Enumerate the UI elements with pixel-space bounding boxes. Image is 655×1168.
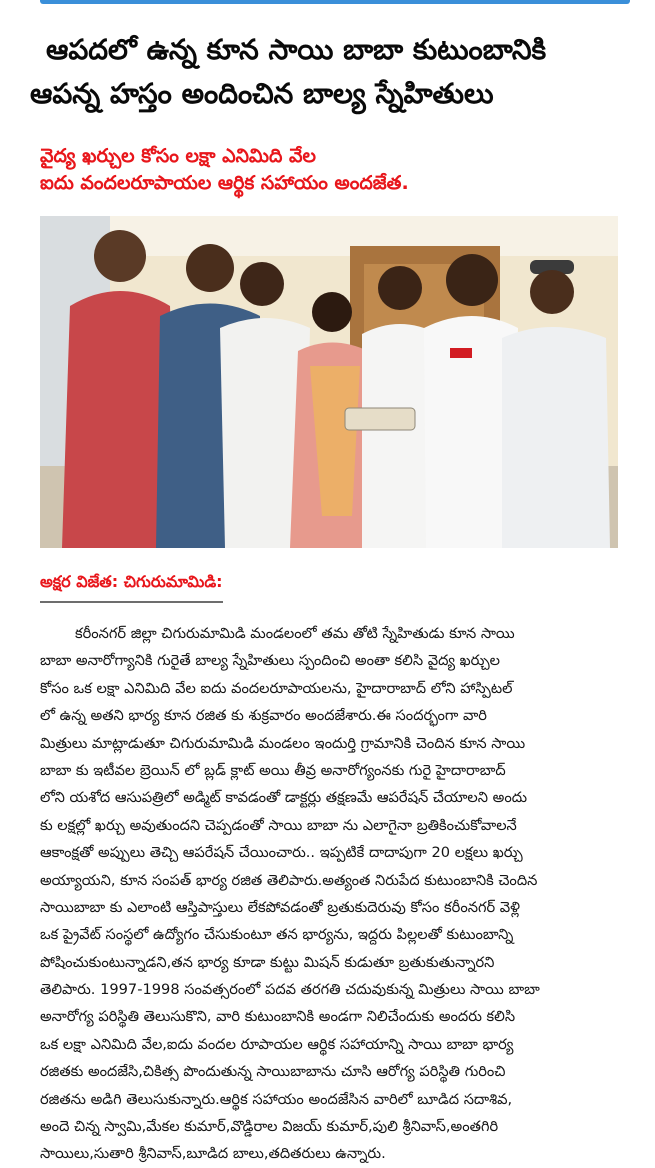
article-line: అనారోగ్య పరిస్థితి తెలుసుకొని, వారి కుటుంబానికి అండగా నిలిచేందుకు అందరు కలిసి bbox=[40, 1008, 516, 1026]
subheadline bbox=[40, 143, 630, 197]
article-line: సాయిలు,సుతారి శ్రీనివాస్,బూడిద బాలు,తదితరులు ఉన్నారు. bbox=[40, 1145, 386, 1163]
article-line: బాబా అనారోగ్యానికి గురైతే బాల్య స్నేహితులు స్పందించి అంతా కలిసి వైద్య ఖర్చుల bbox=[40, 652, 501, 670]
headline-line-1: ఆపదలో ఉన్న కూన సాయి బాబా కుటుంబానికి bbox=[46, 33, 547, 66]
article-line: కు లక్షల్లో ఖర్చు అవుతుందని చెప్పడంతో సాయి బాబా ను ఎలాగైనా బ్రతికించుకోవాలనే bbox=[40, 816, 517, 834]
article-line: రజితకు అందజేసి,చికిత్స పొందుతున్న సాయిబాబాను చూసి ఆరోగ్య పరిస్థితి గురించి bbox=[40, 1063, 506, 1081]
headline bbox=[30, 28, 630, 116]
article-line: కోసం ఒక లక్షా ఎనిమిది వేల ఐదు వందలరూపాయలను, హైదారాబాద్ లోని హాస్పిటల్ bbox=[40, 679, 513, 697]
article-line: లో ఉన్న అతని భార్య కూన రజిత కు శుక్రవారం అందజేశారు.ఈ సందర్భంగా వారి bbox=[40, 707, 487, 725]
subheadline-line-2: ఐదు వందలరూపాయల ఆర్థిక సహాయం అందజేత. bbox=[40, 172, 409, 194]
subheadline-line-1: వైద్య ఖర్చుల కోసం లక్షా ఎనిమిది వేల bbox=[40, 145, 317, 167]
article-line: మిత్రులు మాట్లాడుతూ చిగురుమామిడి మండలం ఇందుర్తి గ్రామానికి చెందిన కూన సాయి bbox=[40, 734, 526, 752]
article-line: అందె చిన్న స్వామి,మేకల కుమార్,వొడ్డిరాల విజయ్ కుమార్,పులి శ్రీనివాస్,అంతగిరి bbox=[40, 1118, 499, 1136]
article-line: బాబా కు ఇటీవల బ్రెయిన్ లో బ్లడ్ క్లాట్ అయి తీవ్ర అనారోగ్యంనకు గురై హైదారాబాద్ bbox=[40, 761, 506, 779]
article-line: కరీంనగర్ జిల్లా చిగురుమామిడి మండలంలో తమ తోటి స్నేహితుడు కూన సాయి bbox=[75, 625, 515, 642]
group-photo-icon bbox=[40, 216, 618, 548]
article-line: లోని యశోద ఆసుపత్రిలో అడ్మిట్ కావడంతో డాక్టర్లు తక్షణమే ఆపరేషన్ చేయాలని అందు bbox=[40, 789, 528, 807]
article-line: పోషించుకుంటున్నాడని,తన భార్య కూడా కుట్టు మిషన్ కుడుతూ బ్రతుకుతున్నారని bbox=[40, 953, 495, 971]
article-line: ఒక లక్షా ఎనిమిది వేల,ఐదు వందల రూపాయల ఆర్థిక సహాయాన్ని సాయి బాబా భార్య bbox=[40, 1035, 514, 1053]
byline: అక్షర విజేత: చిగురుమామిడి: bbox=[40, 572, 223, 603]
group-photo bbox=[40, 216, 618, 548]
article-body bbox=[40, 620, 620, 1168]
article-line: తెలిపారు. 1997-1998 సంవత్సరంలో పదవ తరగతి చదువుకున్న మిత్రులు సాయి బాబా bbox=[40, 981, 540, 999]
article-line: ఒక ప్రైవేట్ సంస్థలో ఉద్యోగం చేసుకుంటూ తన భార్యను, ఇద్దరు పిల్లలతో కుటుంబాన్ని bbox=[40, 926, 514, 944]
article-line: సాయిబాబా కు ఎలాంటి ఆస్తిపాస్తులు లేకపోవడంతో బ్రతుకుదెరువు కోసం కరీంనగర్ వెళ్లి bbox=[40, 898, 520, 916]
top-rule bbox=[40, 0, 630, 4]
article-line: ఆకాంక్షతో అప్పులు తెచ్చి ఆపరేషన్ చేయించారు.. ఇప్పటికే దాదాపుగా 20 లక్షలు ఖర్చు bbox=[40, 844, 523, 862]
article-line: రజితను అడిగి తెలుసుకున్నారు.ఆర్థిక సహాయం అందజేసిన వారిలో బూడిద సదాశివ, bbox=[40, 1090, 513, 1108]
article-line: అయ్యాయని, కూన సంపత్ భార్య రజిత తెలిపారు.అత్యంత నిరుపేద కుటుంబానికి చెందిన bbox=[40, 871, 538, 889]
headline-line-2: ఆపన్న హస్తం అందించిన బాల్య స్నేహితులు bbox=[30, 77, 494, 110]
